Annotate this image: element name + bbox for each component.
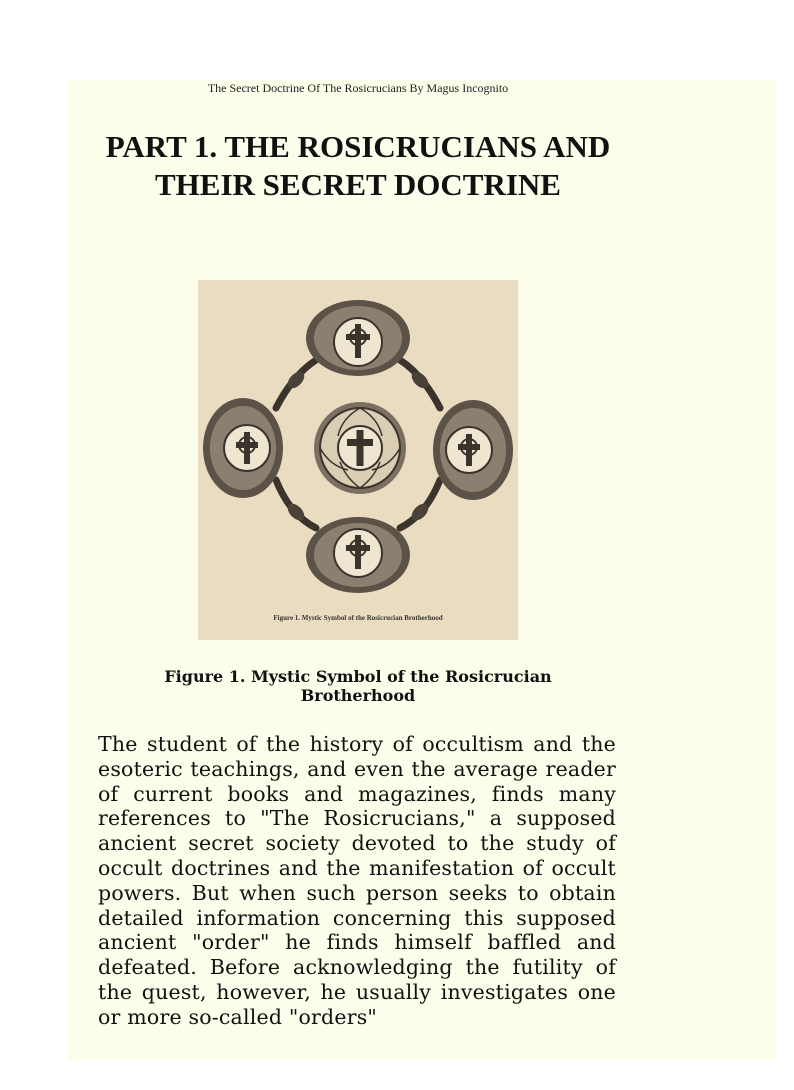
chapter-title: PART 1. THE ROSICRUCIANS AND THEIR SECRET DOCTRINE [105, 129, 611, 202]
document-page [68, 80, 776, 1060]
running-header: The Secret Doctrine Of The Rosicrucians By Magus Incognito [207, 81, 509, 95]
rosicrucian-symbol-illustration [198, 280, 518, 640]
body-paragraph: The student of the history of occultism and the esoteric teachings, and even the average reader of current books and magazines, finds many references to "The Rosicrucians," a supposed ancient secret society devoted to the study of occult doctrines and the manifestation of occult powers. But when such person seeks to obtain detailed information concerning this supposed ancient "order" he finds himself baffled and defeated. Before acknowledging the futility of the quest, however, he usually investigates one or more so-called "orders" [98, 732, 616, 1029]
figure-caption: Figure 1. Mystic Symbol of the Rosicrucian Brotherhood [164, 667, 552, 705]
figure-inner-label: Figure 1. Mystic Symbol of the Rosicrucian Brotherhood [273, 614, 443, 622]
figure-image [198, 280, 518, 640]
